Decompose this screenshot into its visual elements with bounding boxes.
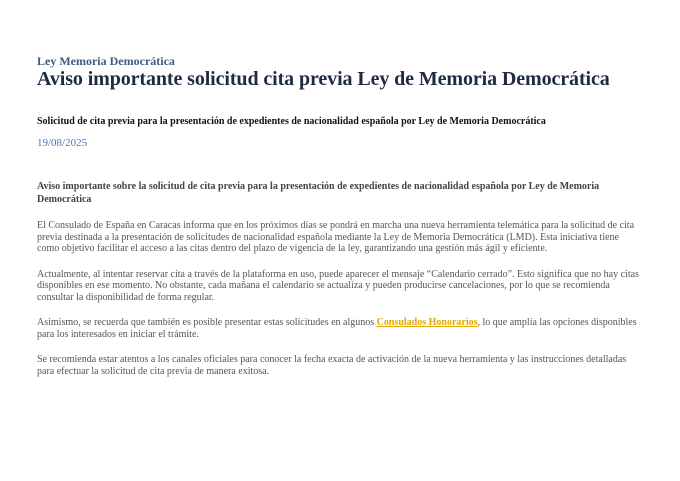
paragraph-4: Se recomienda estar atentos a los canales oficiales para conocer la fecha exacta de activación de la nueva herramienta y las instrucciones detalladas para efectuar la solicitud de cita previa de manera exitosa. — [37, 354, 627, 377]
publication-date: 19/08/2025 — [37, 137, 88, 149]
paragraph-2: Actualmente, al intentar reservar cita a través de la plataforma en uso, puede aparecer el mensaje “Calendario cerrado”. Esto significa que no hay citas disponibles en ese momento. No obstante, cada mañana el calendario se actualiza y pueden producirse cancelaciones, por lo que se recomienda consultar la disponibilidad de forma regular. — [37, 268, 639, 303]
paragraph-3-text-before: Asimismo, se recuerda que también es posible presentar estas solicitudes en algunos — [37, 317, 377, 328]
paragraph-3 — [37, 317, 641, 340]
consulados-honorarios-link[interactable]: Consulados Honorarios — [376, 317, 478, 328]
article-lead: Aviso importante sobre la solicitud de cita previa para la presentación de expedientes de nacionalidad española por Ley de Memoria Democrática — [37, 181, 600, 205]
article-page — [37, 54, 641, 377]
paragraph-3-text-after: , lo que amplía las opciones disponibles para los interesados en iniciar el trámite. — [37, 317, 637, 340]
paragraph-1: El Consulado de España en Caracas informa que en los próximos días se pondrá en marcha una nueva herramienta telemática para la solicitud de cita previa destinada a la presentación de solicitudes de nacionalidad española mediante la Ley de Memoria Democrática (LMD). Esta iniciativa tiene como objetivo facilitar el acceso a las citas dentro del plazo de vigencia de la ley, garantizando una gestión más ágil y eficiente. — [37, 220, 635, 254]
article-subtitle: Solicitud de cita previa para la presentación de expedientes de nacionalidad española por Ley de Memoria Democrática — [37, 116, 546, 127]
page-title: Aviso importante solicitud cita previa Ley de Memoria Democrática — [37, 68, 610, 90]
section-label[interactable]: Ley Memoria Democrática — [37, 54, 175, 68]
